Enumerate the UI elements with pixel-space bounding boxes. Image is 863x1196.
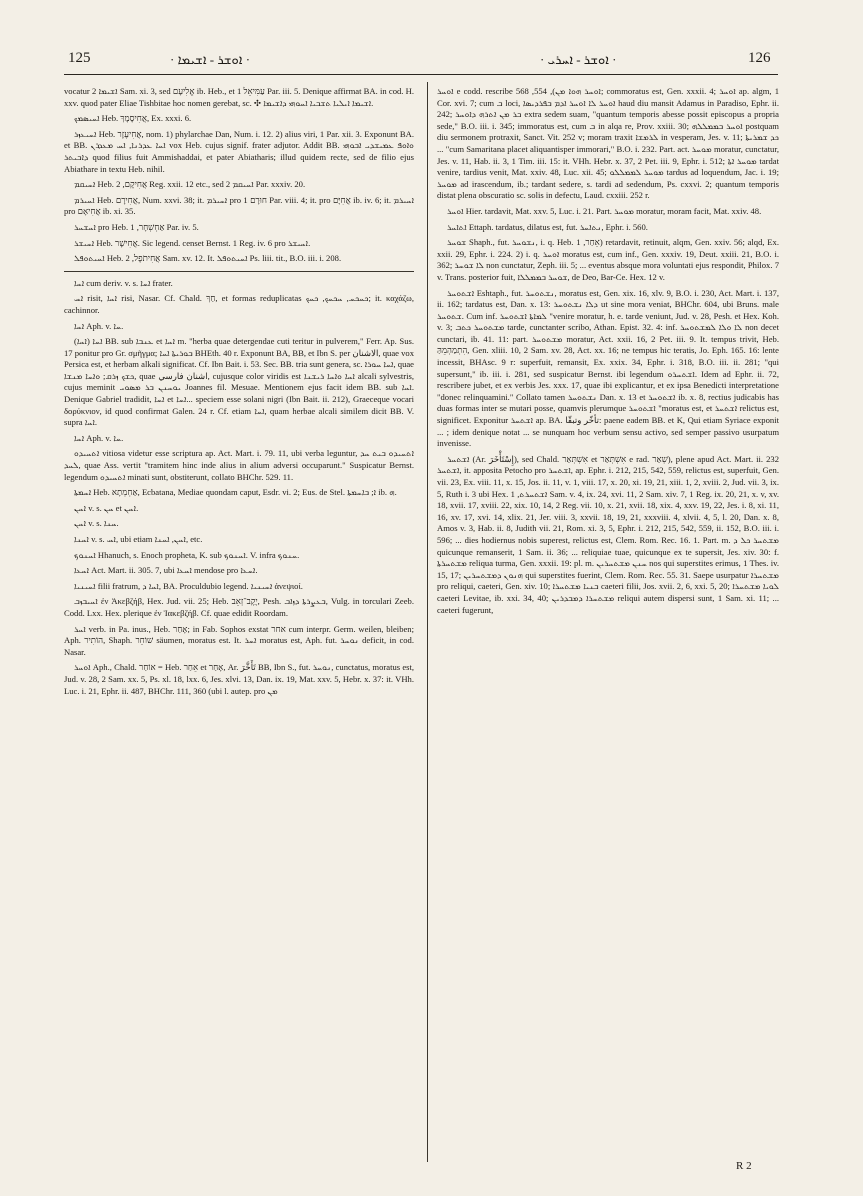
signature-mark: R 2 (736, 1160, 752, 1172)
header-rule (64, 74, 778, 75)
dictionary-entry: ܐܚܢܘܟ Hhanuch, s. Enoch propheta, K. sub ܐܚܢܘܟ. V. infra ܚܢܘܟ. (74, 549, 300, 560)
dictionary-entry: ܐܚܐ Aph. v. ܚܐ. (74, 320, 124, 331)
left-running-headword: · ܐܘܫܪ - ܐܫܝܡܐ · (170, 52, 251, 67)
right-column (437, 86, 779, 1156)
dictionary-entry: ܐܚܢ v. s. ܚܢܐ. (74, 518, 119, 529)
dictionary-entry: ܐܘܚܪ e codd. rescribe ܐܘܚܪ ܗܘܐ ܡܢ), 554, 568; commoratus est, Gen. xxxii. 4; ܐܘܚܪ ap. algm, 1 Cor. xvi. 7; cum ܒ loci, ܐܘܚܪ ܠܐ ܐܘܚܪ ܐܕܡ ܒܦܪܕܝܣܐ haud diu mansit Adamus in Paradiso, Ephr. ii. 242; ܒܪ ܡܢ ܐܬܪܗ ܕܐܘܚܪ extra sedem suam, "quantum temporis abesse possit episcopus a propria sede," B.O. iii. i. 345; immoratus est, cum ܒ in alqa re, Prov. xxiii. 30; ܐܘܚܪ ܒܡܡܠܠܗ postquam diu sermonem protraxit, Sanct. Vit. 252 v; moram traxit ܠܪܡܫܐ in vesperam, Jes. v. 11; ܟܕ ܫܡܪܝܬܐ ... "cum Samaritana placet aliquantisper immorari," B.O. i. 232. Part. act. ܡܘܚܪ moratur, cunctatur, Jes. v. 11, Hab. ii. 3, 1 Tim. iii. 15: it. VHh. Hebr. x. 37, 2 Pet. iii. 9, Ephr. i. 512; ܡܘܚܪ ܐܬܐ tardat venire, tardius venit, Mat. xxiv. 48, Luc. xii. 45; ܡܘܚܪ ܠܡܡܠܠܘ tardus ad loquendum, Jac. i. 19; ܡܘܚܪ ad irascendum, ib.; tardant sedere, s. tardi ad sedendum, Ps. cxxvi. 2; quantum temporis distat plena obscuratio sc. solis in defectu, Laud. cxxiii. 252 r. (437, 86, 779, 201)
dictionary-entry: vocatur ܐܫܝܡܐ 2 Sam. xi. 3, sed אֱלִיעָם ib. Heb., et עַמִּיאֵל 1 Par. iii. 5. Denique affirmat BA. in cod. H. xxv. quod pater Eliae Tishbitae hoc nomen gerebat, sc. ✣ ܐܫܝܡܐ ܐܝܠܝܐ ܬܫܒܝܐ ܐܚܘܗܝ ܕܐܫܝܡܐ. (64, 86, 414, 108)
dictionary-entry: ܐܚܫܚܪ pro Heb. אַחְשְׁחָר, 1 Par. iv. 5. (74, 221, 199, 232)
dictionary-entry: ܐܚܝܩܡ Heb. אֲחִיקָם, 2 Reg. xxii. 12 etc., sed ܐܚܝܩܡ 2 Par. xxxiv. 20. (74, 179, 306, 190)
dictionary-entry: ܐܚܝܒܙܒ ἐν Ἀκεβζήβ, Hex. Jud. vii. 25; Heb. יֶקֶב־זְאֵב, Pesh. ܒܥܨܪܬܐ ܕܙܐܒ, Vulg. in torculari Zeeb. Codd. Lxx. Hex. plerique ἐν Ἰακεβζήβ. Cf. quae edidit Roordam. (64, 596, 414, 618)
dictionary-entry: ܐܚܐ (ܐܚܐ) BB. sub ܥܢܒܐ et ܐܚܐ m. "herba quae detergendae cuti teritur in pulverem," Ferr. Ap. Sus. 17 ponitur pro Gr. σμῆγμα; ܒܘܪܝܬܐ ܐܚܐ BHEth. 40 r. Exponunt BA, BB, et Ibn S. per الاشنان, quae vox Persica est, et herbam alkali significat. Cf. Ibn Bait. i. 53. Sec. BB. tria sunt genera, sc. ܐܚܐ ܚܘܪܐ, quae ܟܫܟ ܙܪܩ; ܘܐܚܐ ܡܢܫܐ, quae اشنان فارسي, cujusque color viridis est ܐܚܐ ܘܐܚܐ ܪܝܫܢܐ alcali sylvestris, cujus meminit ܝܘܚܢܢ ܒܪ ܡܣܘܝ Joannes fil. Mesuae. Mentionem ejus facit idem BB. sub ܐܚܐ. Denique Gabriel tradidit, ܐܚܐ et ܐܚܐ... speciem esse solani nigri (Ibn Bait. ii. 212), Graeceque vocari δορύκνιον, id quod confirmat Galen. 24 r. Cf. etiam ܐܚܐ, quam herbae alcali similem dicit BB. V. supra ܐܚܐ. (64, 336, 414, 428)
section-rule (64, 271, 414, 272)
running-header (0, 0, 863, 67)
dictionary-entry: ܫܘܚܪ Shaph., fut. ܢܫܘܚܪ, i. q. Heb. אֵחַר, 1) retardavit, retinuit, alqm, Gen. xxiv. 56; alqd, Ex. xxii. 29, Ephr. i. 224. 2) i. q. ܐܘܚܪ moratus est, cum inf., Gen. xxxiv. 19, Deut. xxiii. 21, B.O. i. 362; ܠܐ ܫܘܚܪ non cunctatur, Zeph. iii. 5; ... eventus absque mora voluntati ejus respondit, Philox. 7 v. Trans. posterior fuit, ܫܘܚܪ ܒܡܡܠܠܐ, de Deo, Bar-Ce. Hex. 12 v. (437, 237, 779, 282)
dictionary-entry: ܐܫܬܘܚܪ Eshtaph., fut. ܢܫܬܘܚܪ, moratus est, Gen. xix. 16, xlv. 9, B.O. i. 230, Act. Mart. i. 137, ii. 162; tardatus est, Dan. x. 13: ܕܠܐ ܢܫܬܘܚܪ ut sine mora veniat, BHChr. 604, ubi Bruns. male ܫܬܘܚܪ. Cum inf. ܠܡܐܬܐ ܐܫܬܘܚܪ "venire moratur, h. e. tarde veniunt, Jud. v. 28, Pesh. et Hex. Koh. v. 3; ܡܫܬܘܚܪ ܟܬܒ tarde, cunctanter scribo, Athan. Epist. 32. 4: inf. ܠܐ ܘܠܐ ܠܡܫܬܘܚܪ non decet cunctari, ib. 41. 11: part. ܡܫܬܘܚܪ moratur, Act. xxii. 16, 2 Pet. iii. 9. It. tempus trivit, Heb. הִתְמַהְמֵהַּ, Gen. xliii. 10, 2 Sam. xv. 28, Act. xx. 16; ne tempus hic teratis, Jo. Eph. 165. 16: lente incessit, BHAsc. 9 r: superfuit, remansit, Ex. xxix. 34, Ephr. i. 318, B.O. iii. ii. 281; "qui supersunt," ib. iii. i. 281, sed suspicatur Bernst. ibi legendum ܐܫܬܚܪܘ. Idem ad Ephr. ii. 72, rescribere jubet, et ex verbis Jes. xxx. 17, quae ibi explicantur, et ex ipsa Benedicti interpretatione "donec relinquamini." Collato tamen ܢܫܬܘܚܪ Dan. x. 13 et ܐܫܬܘܚܪ ib. x. 8, rectius judicabis has duas formas inter se mutari posse, quamvis plerumque ܐܫܬܘܚܪ "moratus est, et ܐܫܬܚܪ relictus est, significet. Exponitur ܐܫܬܚܪ ap. BA. تأخّر وتبقّا: paene eadem BB. et K, Qui etiam Syriace exponit ... ; idem denique notat ... se nunquam hoc verbum sensu activo, sed semper passivo usurpatum invenisse. (437, 287, 779, 449)
left-page-number: 125 (68, 50, 91, 66)
dictionary-entry: ܐܚܝܣܡܟ Heb. אֲחִיסָמָךְ, Ex. xxxi. 6. (74, 113, 192, 124)
dictionary-entry: ܐܚܐ cum deriv. v. s. ܐܚܐ frater. (74, 277, 173, 288)
left-column (64, 86, 414, 1156)
dictionary-entry: ܐܚ risit, ܐܚܐ risi, Nasar. Cf. Chald. חַךְ, et formas reduplicatas ܟܚܟܚ, ܚܟܚܟ, ܟܚܟ; it. καχάζω, cachinnor. (64, 293, 414, 315)
dictionary-entry: ܐܫܬܚܪ (Ar. إِسْتَأْخَرَ), sed Chald. אִשְׁתְּאַר et אִשְׁתְּאַר e rad. שְׁאַר), plene apud Act. Mart. ii. 232 ܐܫܬܚܪ, it. apposita Petocho pro ܐܫܬܚܪ, ap. Ephr. i. 212, 215, 542, 559, relictus est, superfuit, Gen. vii. 23, Ex. viii. 11, x. 15, Jos. ii. 11, v. 1, viii. 17, x. 20, xi. 19, 21, xiii. 1, 2, xviii. 2, Jud. vii. 3, ix. 5, Ruth i. 3 ubi Hex. ܐܫܬܚܪܬ, 1 Sam. v. 4, ix. 24, xvi. 11, 2 Sam. xiv. 7, 1 Reg. ix. 20, 21, x. v, xv. 18, xvii. 17, xviii. 22, xix. 10, 14, 2 Reg. vii. 10, x. 21, xvii. 18, xix. 4, xxv. 19, 22, Jes. i. 8, xi. 11, 16, xv. 17, xvi. 14, xlix. 21, Jer. viii. 3, xxvii. 18, 19, 21, xxxviii. 4, xlvii. 4, 5, l. 20, Dan. x. 8, Amos v. 3, Hab. ii. 8, Judith vii. 21, Rom. xi. 3, 5, Ephr. i. 212, 215, 542, 559, ii. 152, B.O. iii. i. 596; ... dies hodiernus nobis superest, relictus est, Clem. Rom. Rec. 16. 1. Part. m. ܡܫܬܚܪ ܟܠ ܕ quicunque remanserit, 1 Sam. ii. 36; ... reliquiae tuae, quicunque ex te supersit, Jes. xiv. 30: f. ܡܫܬܚܪܬܐ reliqua turma, Gen. xxxii. 19: pl. m. ܚܢܢ ܡܫܬܚܪܝܢ nos qui superstites erimus, 1 Thes. iv. 15, 17; ܗܢܘܢ ܕܡܫܬܚܪܝܢ qui superstites fuerint, Clem. Rom. Rec. 55. 31. Saepe usurpatur ܡܫܬܚܪܐ pro reliqui, caeteri, Gen. xiv. 10; ܒܢܝܐ ܡܫܬܚܪܐ caeteri filii, Jos. xvii. 2, 6, xxi. 5, 20; ܠܘܝܐ ܡܫܬܚܪܐ caeteri Levitae, ib. xxi. 34, 40; ܡܫܬܚܪܐ ܕܡܒܕܪܝܢ reliqui autem dispersi sunt, 1 Sam. xi. 11; ... caeteri fugerunt, (437, 453, 779, 615)
dictionary-entry: ܐܚܝܥܙܪ Heb. אֲחִיעֶזֶר, nom. 1) phylarchae Dan, Num. i. 12. 2) alius viri, 1 Par. xii. 3. Exponunt BA. et BB. ܐܚܐ ܥܕܪܢܐ, ܐܚ ܡܥܕܪܢ vox Heb. cujus signif. frater adjutor. Addit BB. ܘܐܘܦ ܥܡܝܫܕܝ ܐܒܘܗܝ ܕܐܒܝܬܪ quod filius fuit Ammishaddai, et pater Abiatharis; illud quidem recte, sed de filio ejus Abiathare in textu Heb. nihil. (64, 128, 414, 174)
dictionary-entry: ܐܘܚܪ Hier. tardavit, Mat. xxv. 5, Luc. i. 21. Part. ܡܘܚܪ moratur, moram facit, Mat. xxiv. 48. (447, 205, 762, 216)
dictionary-entry: ܐܚܝܪܡ Heb. אֲחִירָם, Num. xxvi. 38; it. ܐܚܝܪܡ pro חוּרָם 1 Par. viii. 4; it. pro אֲחִיָּם ib. iv. 6; it. ܐܚܝܪܡ pro אֲחִיאָם ib. xi. 35. (64, 194, 414, 217)
dictionary-entry: ܐܚܝܫܪ Heb. אֲחִישָׁר. Sic legend. censet Bernst. 1 Reg. iv. 6 pro ܐܚܝܫܪ. (74, 237, 311, 248)
column-divider (427, 82, 428, 1162)
dictionary-entry: ܐܚܝܬܘܦܠ Heb. אֲחִיתֹפֶל, 2 Sam. xv. 12. It. ܐܚܝܬܘܦܠ Ps. liii. tit., B.O. iii. i. 208. (74, 253, 342, 264)
dictionary-entry: ܐܬܐܚܪ Ettaph. tardatus, dilatus est, fut. ܢܬܐܚܪ, Ephr. i. 560. (447, 221, 648, 232)
dictionary-entry: ܐܘܚܪ Aph., Chald. אוֹחַר = Heb. אֵחַר et אָחַר, Ar. تَأَخَّرَ BB, Ibn S., fut. ܢܘܚܪ, cunctatus, moratus est, Jud. v. 28, 2 Sam. xx. 5, Ps. xl. 18, lxx. 6, Jes. xlvi. 13, Dan. ix. 19, Mat. xxv. 5, Hebr. x. 37: it. VHh. Luc. i. 21, Ephr. ii. 487, BHChr. 111, 360 (ubi l. autep. pro ܡܢ (64, 662, 414, 696)
dictionary-entry: ܐܚܐ Aph. v. ܚܐ. (74, 432, 124, 443)
dictionary-entry: ܐܚܥܐ Act. Mart. ii. 305. 7, ubi ܐܚܥܐ mendose pro ܐܚܥܐ. (74, 565, 258, 576)
dictionary-entry: ܐܚܪ verb. in Pa. inus., Heb. אָחַר; in Fab. Sophos exstat אחר cum interpr. Germ. weilen, bleiben; Aph. הוֹתִיר, Shaph. שׁוֹחֵר säumen, moratus est. It. ܐܚܪ moratus est, Aph. fut. ܢܘܚܪ deficit, in cod. Nasar. (64, 623, 414, 657)
dictionary-entry: ܐܚܡܬܐ Heb. אַחְמְתָא, Ecbatana, Mediae quondam caput, Esdr. vi. 2; Eus. de Stel. ܐ; ܒܐܚܡܬܐ ib. ܗ. (74, 487, 397, 498)
dictionary-entry: ܐܚܢ v. s. ܚܢ et ܐܚܢ. (74, 502, 139, 513)
dictionary-entry: ܐܚܝܢܝܐ filii fratrum, ܐܚܐ ܕ, BA. Proculdubio legend. ܐܚܝܢܝܐ ἀνεψιοί. (74, 580, 303, 591)
right-running-headword: · ܐܘܫܪ - ܐܚܪܝ · (540, 52, 617, 67)
right-page-number: 126 (748, 50, 771, 66)
dictionary-entry: ܐܬܚܝܕܘ vitiosa videtur esse scriptura ap. Act. Mart. i. 79. 11, ubi verba leguntur, ܐܬܚܝܕܘ ܒܝܬ ܚܕ ܠܚܕ, quae Ass. vertit "tramitem hinc inde alius in alium adversi occuparunt." Suspicatur Bernst. legendum ܐܬܚܝܕܘ minati sunt, obstiterunt, collato BHChr. 529. 11. (64, 448, 414, 482)
dictionary-entry: ܐܚܢܐ v. s. ܐܚ, ubi etiam ܐܚܢ, ܐܚܢܐ, etc. (74, 534, 203, 544)
